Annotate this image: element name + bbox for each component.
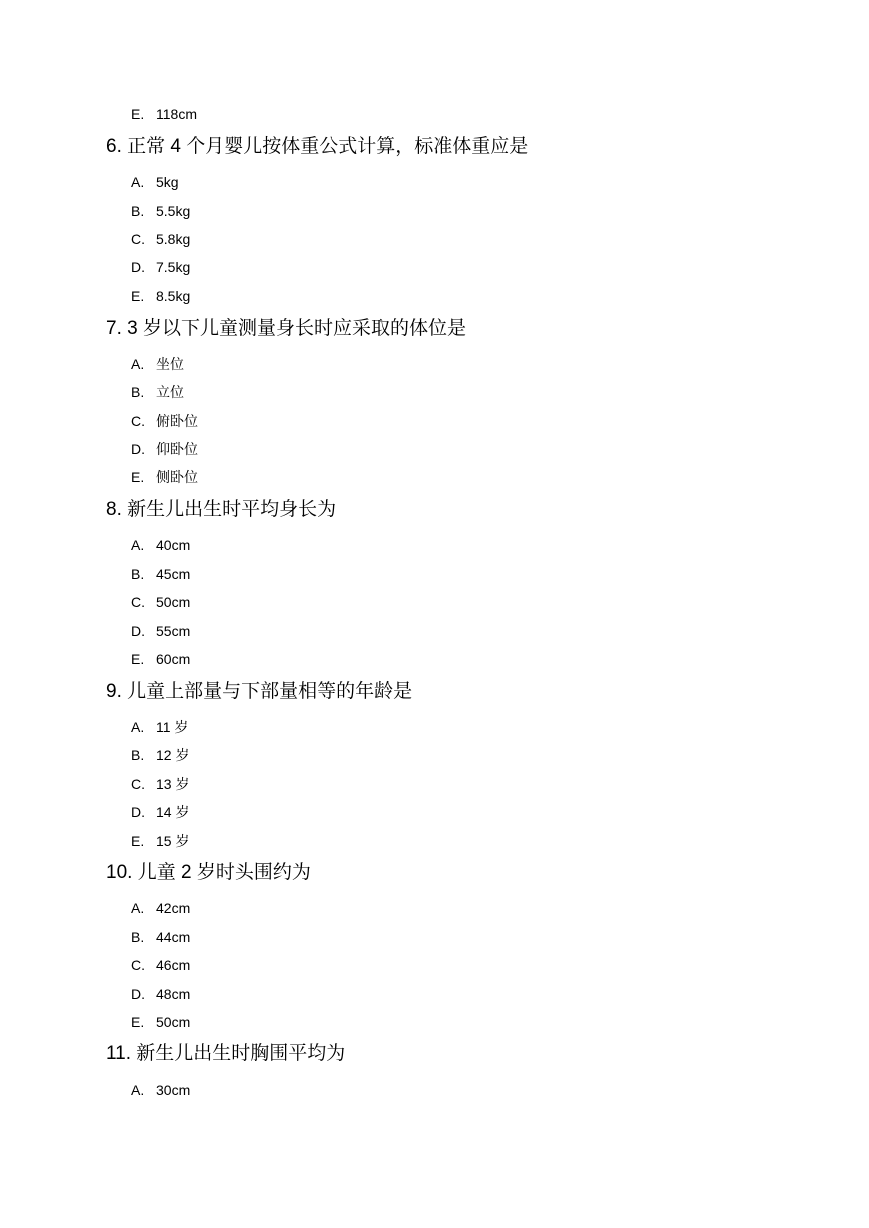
- option-text: 坐位: [156, 356, 184, 372]
- option-item: [131, 383, 184, 401]
- option-text: 60cm: [156, 651, 191, 667]
- option-text: 50cm: [156, 1014, 191, 1030]
- option-letter: B.: [131, 929, 145, 945]
- option-text: 5.5kg: [156, 203, 191, 219]
- option-letter: D.: [131, 259, 145, 275]
- option-text: 40cm: [156, 537, 191, 553]
- option-item: [131, 718, 188, 736]
- option-item: [131, 173, 179, 191]
- option-text: 俯卧位: [156, 413, 198, 429]
- option-letter: D.: [131, 804, 145, 820]
- option-text: 118cm: [156, 106, 197, 122]
- option-letter: A.: [131, 537, 145, 553]
- option-text: 立位: [156, 384, 184, 400]
- option-text: 7.5kg: [156, 259, 191, 275]
- option-item: [131, 536, 190, 554]
- option-letter: C.: [131, 231, 145, 247]
- option-item: [131, 565, 190, 583]
- option-letter: E.: [131, 833, 145, 849]
- option-text: 55cm: [156, 623, 191, 639]
- option-letter: A.: [131, 356, 145, 372]
- option-letter: E.: [131, 106, 145, 122]
- option-letter: B.: [131, 566, 145, 582]
- option-text: 50cm: [156, 594, 191, 610]
- option-item: [131, 622, 190, 640]
- question-heading: 11. 新生儿出生时胸围平均为: [106, 1043, 346, 1064]
- option-text: 12 岁: [156, 747, 190, 763]
- option-letter: E.: [131, 651, 145, 667]
- option-item: [131, 202, 190, 220]
- option-item: [131, 440, 198, 458]
- option-letter: B.: [131, 384, 145, 400]
- option-item: [131, 1013, 190, 1031]
- option-text: 14 岁: [156, 804, 190, 820]
- option-item: [131, 412, 198, 430]
- option-letter: D.: [131, 441, 145, 457]
- option-item: [131, 803, 189, 821]
- option-item: [131, 468, 198, 486]
- question-heading: 6. 正常 4 个月婴儿按体重公式计算，标准体重应是: [106, 136, 529, 157]
- option-text: 11 岁: [156, 719, 189, 735]
- option-item: [131, 593, 190, 611]
- option-text: 44cm: [156, 929, 191, 945]
- option-letter: B.: [131, 203, 145, 219]
- option-item: [131, 1081, 190, 1099]
- option-letter: B.: [131, 747, 145, 763]
- option-item: [131, 746, 189, 764]
- option-letter: C.: [131, 776, 145, 792]
- option-text: 46cm: [156, 957, 191, 973]
- option-letter: A.: [131, 719, 145, 735]
- option-item: [131, 230, 190, 248]
- option-item: [131, 956, 190, 974]
- option-text: 15 岁: [156, 833, 190, 849]
- option-text: 13 岁: [156, 776, 190, 792]
- option-letter: E.: [131, 1014, 145, 1030]
- question-heading: 7. 3 岁以下儿童测量身长时应采取的体位是: [106, 318, 466, 339]
- option-text: 8.5kg: [156, 288, 191, 304]
- option-item: [131, 928, 190, 946]
- option-letter: C.: [131, 594, 145, 610]
- option-letter: C.: [131, 413, 145, 429]
- option-letter: E.: [131, 288, 145, 304]
- option-item: [131, 775, 189, 793]
- option-item: [131, 258, 190, 276]
- option-text: 30cm: [156, 1082, 191, 1098]
- option-text: 仰卧位: [156, 441, 198, 457]
- option-letter: A.: [131, 174, 145, 190]
- question-heading: 10. 儿童 2 岁时头围约为: [106, 862, 311, 883]
- option-text: 48cm: [156, 986, 191, 1002]
- option-text: 5.8kg: [156, 231, 191, 247]
- option-text: 45cm: [156, 566, 191, 582]
- option-letter: D.: [131, 986, 145, 1002]
- option-letter: A.: [131, 1082, 145, 1098]
- option-item: [131, 287, 190, 305]
- question-heading: 8. 新生儿出生时平均身长为: [106, 499, 337, 520]
- option-text: 侧卧位: [156, 469, 198, 485]
- option-letter: D.: [131, 623, 145, 639]
- option-letter: A.: [131, 900, 145, 916]
- option-letter: C.: [131, 957, 145, 973]
- option-item: [131, 650, 190, 668]
- option-item: [131, 832, 189, 850]
- option-item: [131, 985, 190, 1003]
- option-text: 42cm: [156, 900, 191, 916]
- option-letter: E.: [131, 469, 145, 485]
- question-heading: 9. 儿童上部量与下部量相等的年龄是: [106, 681, 413, 702]
- option-item: [131, 355, 184, 373]
- option-item: [131, 899, 190, 917]
- option-item: [131, 105, 197, 123]
- option-text: 5kg: [156, 174, 179, 190]
